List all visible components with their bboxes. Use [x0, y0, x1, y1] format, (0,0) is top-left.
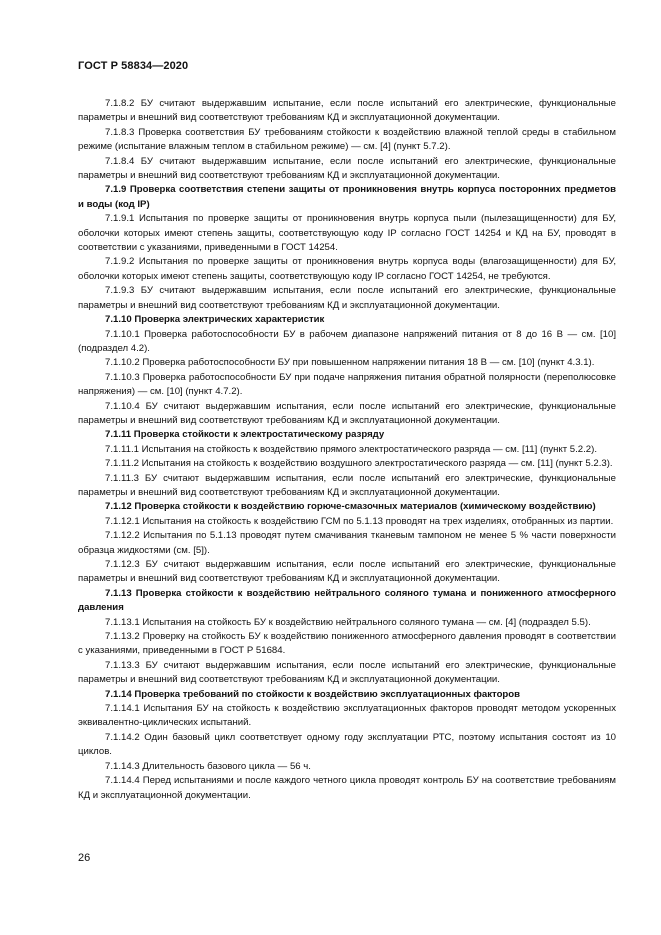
paragraph: 7.1.11.1 Испытания на стойкость к воздействию прямого электростатического разряда — см. [11] (пункт 5.2.2).	[105, 443, 598, 455]
section-heading: 7.1.9 Проверка соответствия степени защиты от проникновения внутрь корпуса посторонних предметов и воды (код IP)	[78, 184, 616, 210]
paragraph: 7.1.10.2 Проверка работоспособности БУ при повышенном напряжении питания 18 В — см. [10] (пункт 4.3.1).	[105, 357, 595, 369]
paragraph: 7.1.12.1 Испытания на стойкость к воздействию ГСМ по 5.1.13 проводят на трех изделиях, отобранных из партии.	[105, 515, 614, 527]
section-heading: 7.1.13 Проверка стойкости к воздействию нейтрального соляного тумана и пониженного атмосферного давления	[78, 587, 616, 614]
paragraph: 7.1.10.3 Проверка работоспособности БУ при подаче напряжения питания обратной полярности (переполюсовке напряжения) — см. [10] (пункт 4.7.2).	[78, 371, 616, 398]
document-body	[78, 97, 616, 803]
paragraph: 7.1.8.2 БУ считают выдержавшим испытание, если после испытаний его электрические, функциональные параметры и внешний вид соответствуют требованиям КД и эксплуатационной документации.	[78, 98, 616, 124]
section-heading: 7.1.12 Проверка стойкости к воздействию горюче-смазочных материалов (химическому воздействию)	[105, 501, 596, 513]
section-heading: 7.1.10 Проверка электрических характеристик	[105, 314, 325, 326]
paragraph: 7.1.13.3 БУ считают выдержавшим испытания, если после испытаний его электрические, функциональные параметры и внешний вид соответствуют требованиям КД и эксплуатационной документации.	[78, 659, 616, 686]
document-header: ГОСТ Р 58834—2020	[78, 60, 189, 72]
paragraph: 7.1.8.4 БУ считают выдержавшим испытание, если после испытаний его электрические, функциональные параметры и внешний вид соответствуют требованиям КД и эксплуатационной документации.	[78, 155, 616, 182]
paragraph: 7.1.9.1 Испытания по проверке защиты от проникновения внутрь корпуса пыли (пылезащищенности) для БУ, оболочки которых имеют степень защиты, соответствующую коду IP согласно ГОСТ 14254 и КД на БУ, проводят в соответствии с указаниями, приведенными в ГОСТ 14254.	[78, 213, 616, 254]
paragraph: 7.1.12.3 БУ считают выдержавшим испытания, если после испытаний его электрические, функциональные параметры и внешний вид соответствуют требованиям КД и эксплуатационной документации.	[78, 559, 616, 585]
paragraph: 7.1.14.3 Длительность базового цикла — 56 ч.	[105, 760, 311, 772]
paragraph: 7.1.11.3 БУ считают выдержавшим испытания, если после испытаний его электрические, функциональные параметры и внешний вид соответствуют требованиям КД и эксплуатационной документации.	[78, 472, 616, 498]
paragraph: 7.1.14.2 Один базовый цикл соответствует одному году эксплуатации РТС, поэтому испытания состоят из 10 циклов.	[78, 731, 616, 758]
section-heading: 7.1.11 Проверка стойкости к электростатическому разряду	[105, 429, 385, 441]
paragraph: 7.1.13.1 Испытания на стойкость БУ к воздействию нейтрального соляного тумана — см. [4] (подраздел 5.5).	[105, 616, 591, 628]
paragraph: 7.1.14.4 Перед испытаниями и после каждого четного цикла проводят контроль БУ на соответствие требованиям КД и эксплуатационной документации.	[78, 775, 616, 801]
section-heading: 7.1.14 Проверка требований по стойкости к воздействию эксплуатационных факторов	[105, 688, 521, 700]
paragraph: 7.1.9.2 Испытания по проверке защиты от проникновения внутрь корпуса воды (влагозащищенности) для БУ, оболочки которых имеют степень защиты, соответствующую коду IP согласно ГОСТ 14254, не требуются.	[78, 256, 616, 282]
paragraph: 7.1.10.4 БУ считают выдержавшим испытания, если после испытаний его электрические, функциональные параметры и внешний вид соответствуют требованиям КД и эксплуатационной документации.	[78, 400, 616, 426]
paragraph: 7.1.8.3 Проверка соответствия БУ требованиям стойкости к воздействию влажной теплой среды в стабильном режиме (испытание влажным теплом в стабильном режиме) — см. [4] (пункт 5.7.2).	[78, 126, 616, 153]
paragraph: 7.1.10.1 Проверка работоспособности БУ в рабочем диапазоне напряжений питания от 8 до 16 В — см. [10] (подраздел 4.2).	[78, 328, 616, 354]
page-number: 26	[78, 852, 91, 864]
paragraph: 7.1.12.2 Испытания по 5.1.13 проводят путем смачивания тканевым тампоном не менее 5 % части поверхности образца жидкостями (см. [5]).	[78, 530, 616, 556]
paragraph: 7.1.14.1 Испытания БУ на стойкость к воздействию эксплуатационных факторов проводят методом ускоренных эквивалентно-циклических испытаний.	[78, 703, 616, 729]
paragraph: 7.1.13.2 Проверку на стойкость БУ к воздействию пониженного атмосферного давления проводят в соответствии с указаниями, приведенными в ГОСТ Р 51684.	[78, 631, 616, 657]
paragraph: 7.1.11.2 Испытания на стойкость к воздействию воздушного электростатического разряда — см. [11] (пункт 5.2.3).	[105, 458, 613, 470]
paragraph: 7.1.9.3 БУ считают выдержавшим испытания, если после испытаний его электрические, функциональные параметры и внешний вид соответствуют требованиям КД и эксплуатационной документации.	[78, 285, 616, 311]
